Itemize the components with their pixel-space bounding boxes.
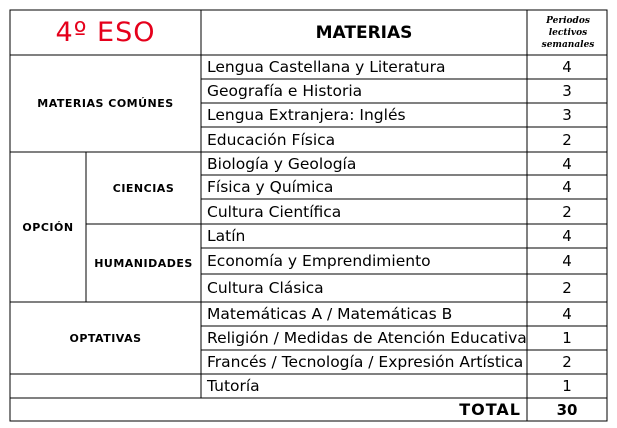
materias-header: MATERIAS [315,22,413,43]
periods-cell: 3 [562,82,572,100]
periods-cell: 4 [562,178,572,196]
subject-cell: Física y Química [207,178,334,196]
group-materias-comunes: MATERIAS COMÚNES [37,97,174,110]
periods-cell: 3 [562,106,572,124]
periods-cell: 4 [562,305,572,323]
subject-cell: Matemáticas A / Matemáticas B [207,305,453,323]
periods-cell: 4 [562,154,572,173]
subject-cell: Lengua Castellana y Literatura [207,58,446,76]
group-opcion: OPCIÓN [22,220,74,234]
subject-cell: Cultura Científica [207,202,342,221]
periodos-header: Periodos lectivos semanales [541,15,595,50]
periods-cell: 1 [562,329,572,347]
subject-cell: Geografía e Historia [207,82,363,100]
subject-cell: Cultura Clásica [207,279,324,297]
page-title: 4º ESO [55,17,156,48]
periods-cell: 4 [562,227,572,245]
periods-cell: 1 [562,377,572,395]
subject-cell: Educación Física [207,130,336,149]
subject-cell: Lengua Extranjera: Inglés [207,106,406,124]
subject-cell: Francés / Tecnología / Expresión Artística [207,353,524,371]
subject-cell: Economía y Emprendimiento [207,252,431,270]
periods-cell: 2 [562,279,572,297]
subject-cell: Tutoría [207,377,260,395]
periods-cell: 2 [562,130,572,149]
periods-cell: 2 [562,353,572,371]
periods-cell: 2 [562,202,572,221]
periods-cell: 4 [562,252,572,270]
subject-cell: Latín [207,227,246,245]
total-value: 30 [556,400,578,419]
group-optativas: OPTATIVAS [69,331,142,345]
total-label: TOTAL [459,400,521,419]
subject-cell: Religión / Medidas de Atención Educativa [207,329,527,347]
subject-cell: Biología y Geología [207,154,357,173]
periods-cell: 4 [562,58,572,76]
group-ciencias: CIENCIAS [112,181,175,195]
group-humanidades: HUMANIDADES [94,256,193,270]
